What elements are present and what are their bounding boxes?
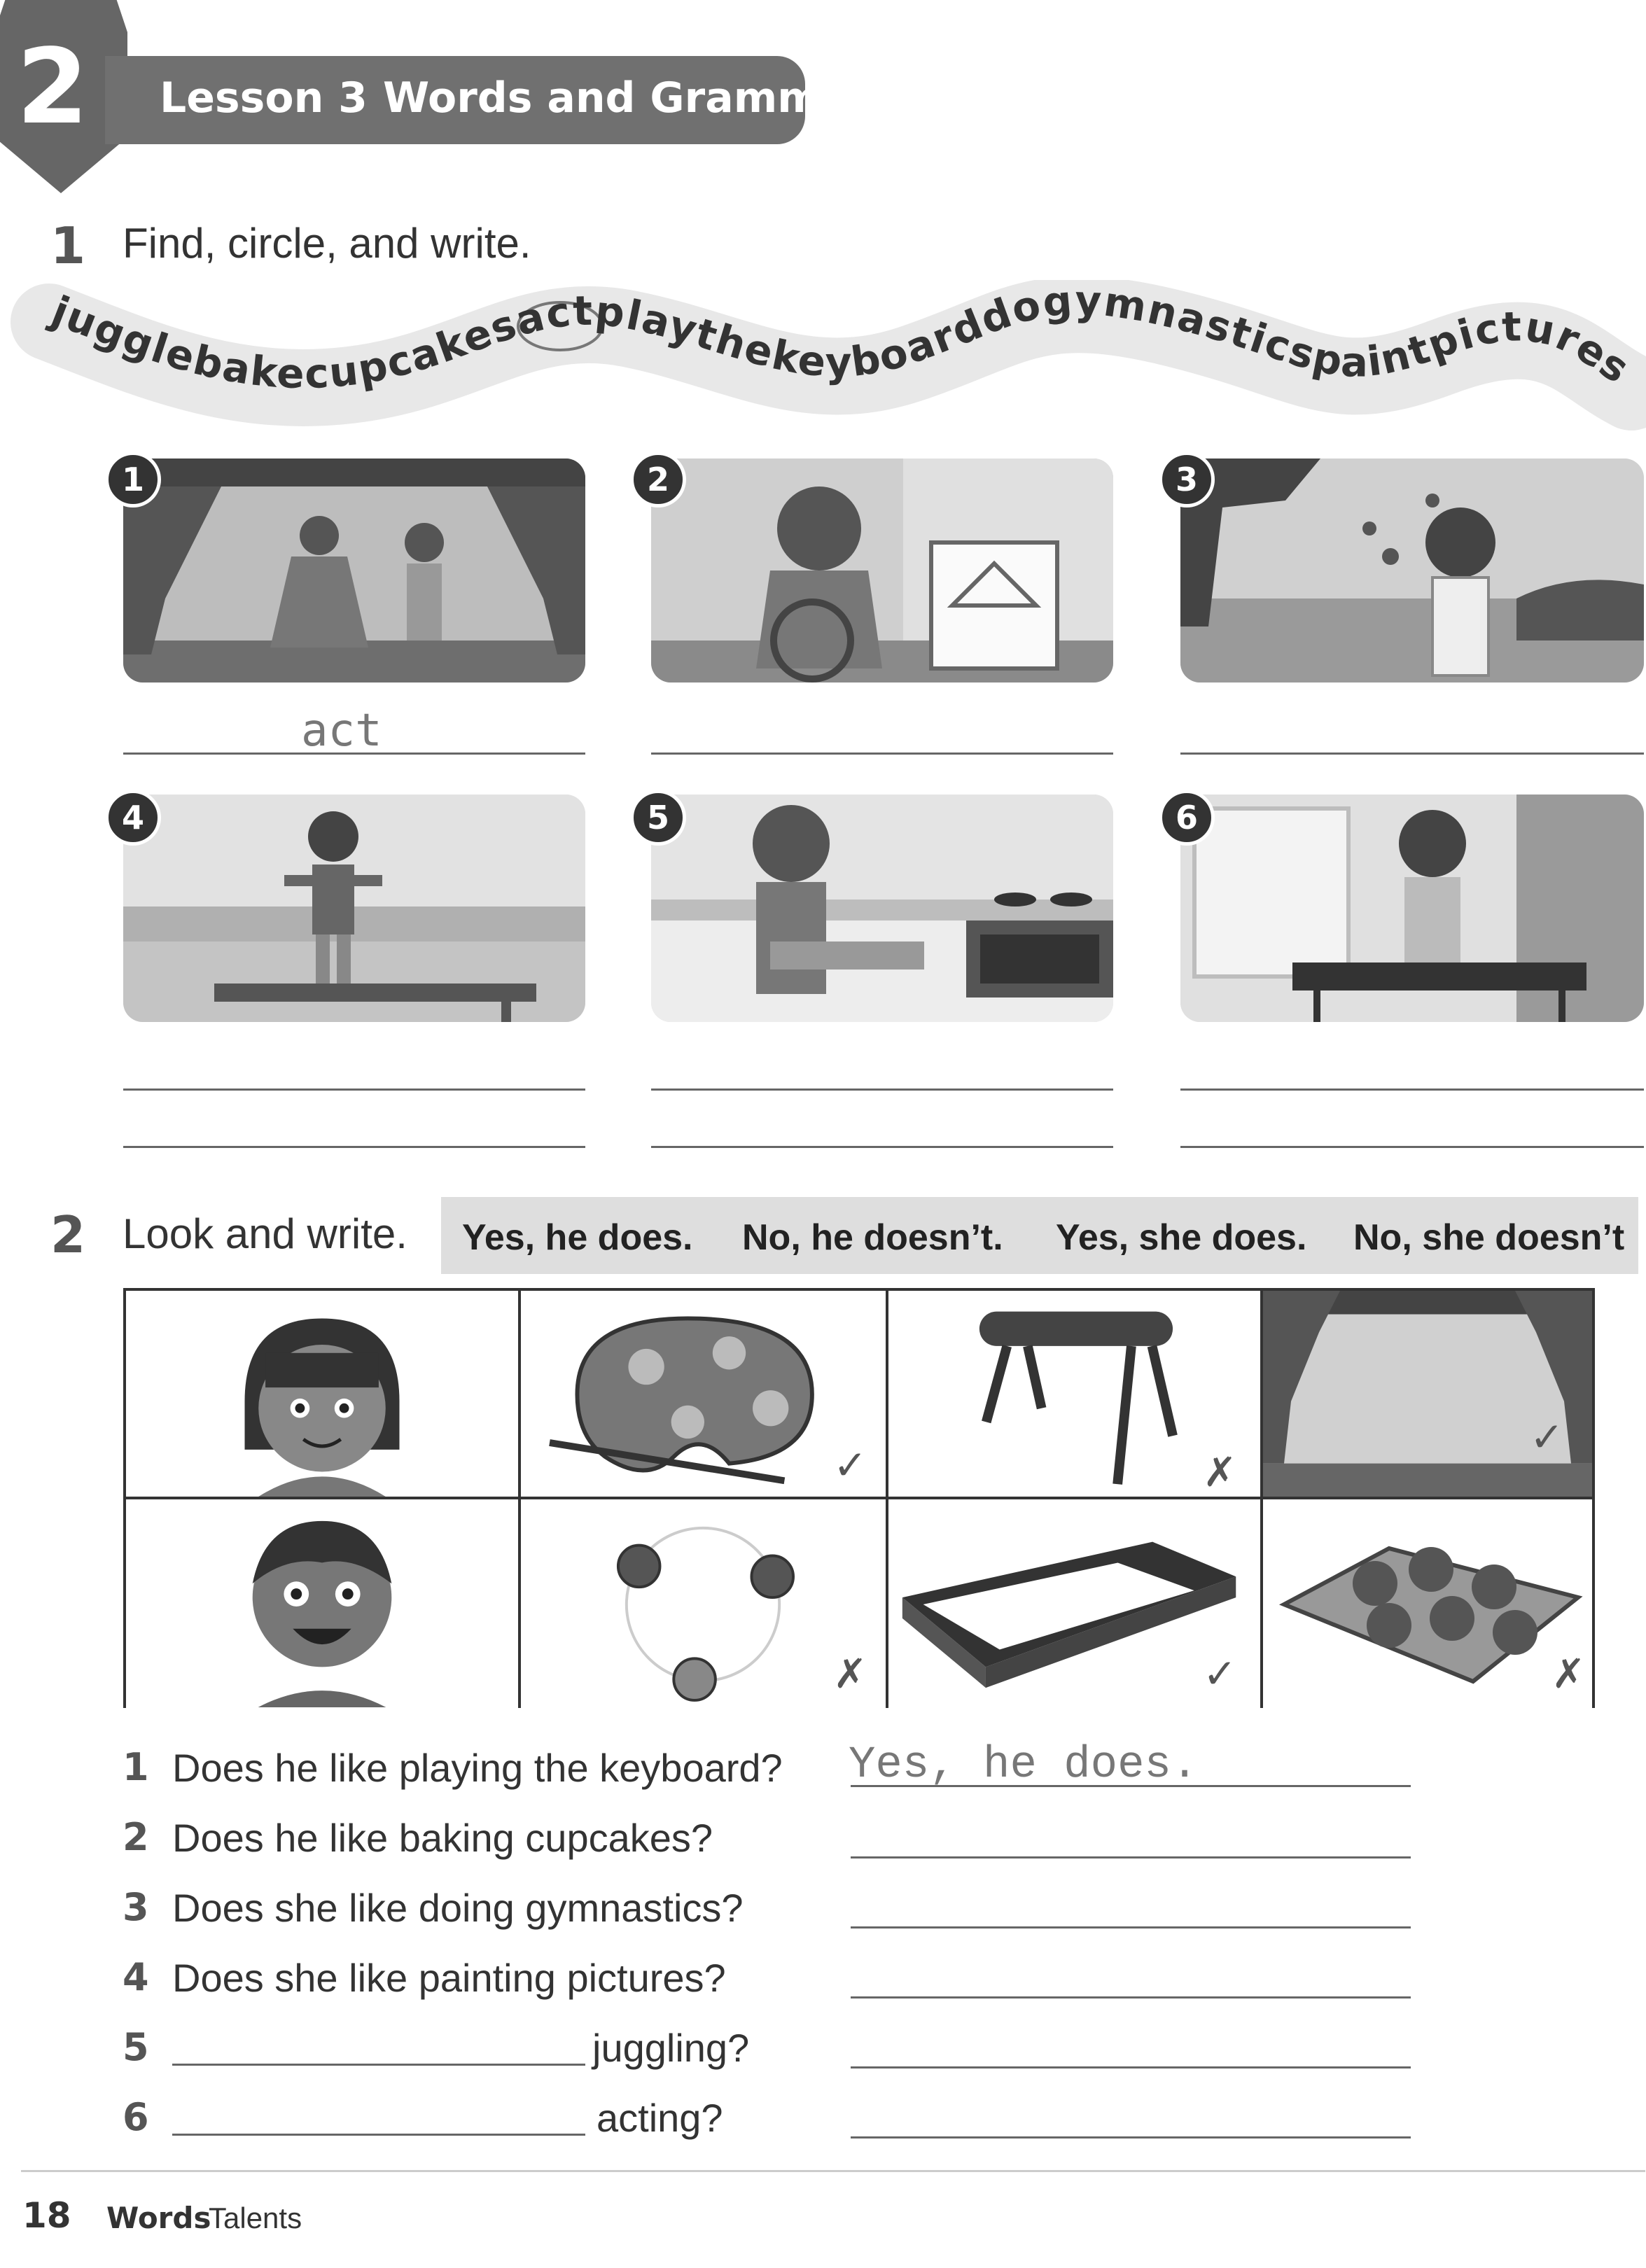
footer-unit-name: Talents	[209, 2202, 302, 2234]
check-mark: ✓	[1530, 1413, 1564, 1461]
cupcakes-cell	[1263, 1499, 1592, 1708]
picture-paint	[651, 458, 1113, 682]
lesson-title	[160, 70, 870, 126]
answer-line[interactable]	[851, 1856, 1411, 1858]
answer-line[interactable]	[123, 752, 585, 755]
answer-line[interactable]	[1180, 1088, 1644, 1091]
answer-line[interactable]	[651, 1088, 1113, 1091]
answer-line[interactable]	[651, 752, 1113, 755]
question-text: Does he like baking cupcakes?	[172, 1816, 713, 1860]
answer-line[interactable]	[851, 2136, 1411, 2138]
lesson-name: Words and Grammar	[382, 74, 870, 122]
picture-number-badge: 4	[105, 790, 161, 846]
footer-divider	[21, 2170, 1645, 2172]
question-number: 1	[123, 1745, 149, 1789]
question-number: 2	[123, 1815, 149, 1859]
answer-line[interactable]	[851, 1996, 1411, 1998]
question-number: 4	[123, 1955, 149, 1999]
picture-juggle	[1180, 458, 1644, 682]
answer-line[interactable]	[851, 1785, 1411, 1787]
answer-line[interactable]	[123, 1088, 585, 1091]
picture-bake	[651, 794, 1113, 1022]
girl-portrait	[126, 1291, 521, 1499]
answer-option: Yes, he does.	[462, 1217, 693, 1258]
question-text: Does she like painting pictures?	[172, 1956, 726, 2000]
check-mark: ✓	[833, 1441, 867, 1489]
answer-line[interactable]	[851, 1926, 1411, 1928]
question-text: acting?	[597, 2096, 723, 2140]
question-blank-line[interactable]	[172, 2064, 585, 2066]
answer-line[interactable]	[851, 2066, 1411, 2068]
boy-portrait	[126, 1499, 521, 1708]
question-text: Does she like doing gymnastics?	[172, 1886, 744, 1930]
answer-line[interactable]	[123, 1146, 585, 1148]
picture-number-badge: 6	[1159, 790, 1215, 846]
answer-line[interactable]	[1180, 1146, 1644, 1148]
cross-mark: ✗	[833, 1650, 867, 1698]
answer-line[interactable]	[651, 1146, 1113, 1148]
exercise2-number: 2	[50, 1205, 86, 1264]
likes-grid	[123, 1288, 1595, 1708]
exercise2-instruction: Look and write.	[123, 1210, 407, 1257]
answer-option: Yes, she does.	[1056, 1217, 1307, 1258]
picture-gymnastics	[123, 794, 585, 1022]
check-mark: ✓	[1203, 1650, 1237, 1698]
picture-number-badge: 5	[630, 790, 686, 846]
question-number: 6	[123, 2095, 149, 2139]
question-number: 5	[123, 2025, 149, 2069]
picture-answer-act: act	[301, 705, 382, 757]
answer-option: No, he doesn’t.	[742, 1217, 1003, 1258]
stage-cell	[1263, 1291, 1592, 1499]
picture-number-badge: 1	[105, 451, 161, 507]
exercise1-instruction: Find, circle, and write.	[123, 220, 531, 267]
answer-line[interactable]	[1180, 752, 1644, 755]
answer-option: No, she doesn’t	[1353, 1217, 1625, 1258]
picture-number-badge: 2	[630, 451, 686, 507]
question-blank-line[interactable]	[172, 2134, 585, 2136]
question-answer: Yes, he does.	[849, 1740, 1199, 1791]
lesson-label: Lesson 3	[160, 74, 368, 122]
exercise1-number: 1	[50, 216, 86, 275]
page-number: 18	[22, 2195, 71, 2236]
footer-section: Words	[106, 2201, 211, 2235]
question-text: juggling?	[592, 2026, 750, 2070]
word-snake-text: jugglebakecupcakesactplaythekeyboarddogymnasticspaintpictures	[45, 280, 1639, 398]
question-text: Does he like playing the keyboard?	[172, 1746, 783, 1790]
question-number: 3	[123, 1885, 149, 1929]
picture-act	[123, 458, 585, 682]
cross-mark: ✗	[1203, 1448, 1237, 1496]
cross-mark: ✗	[1551, 1650, 1586, 1698]
word-snake	[0, 280, 1646, 434]
picture-number-badge: 3	[1159, 451, 1215, 507]
unit-number: 2	[16, 27, 89, 147]
picture-keyboard	[1180, 794, 1644, 1022]
